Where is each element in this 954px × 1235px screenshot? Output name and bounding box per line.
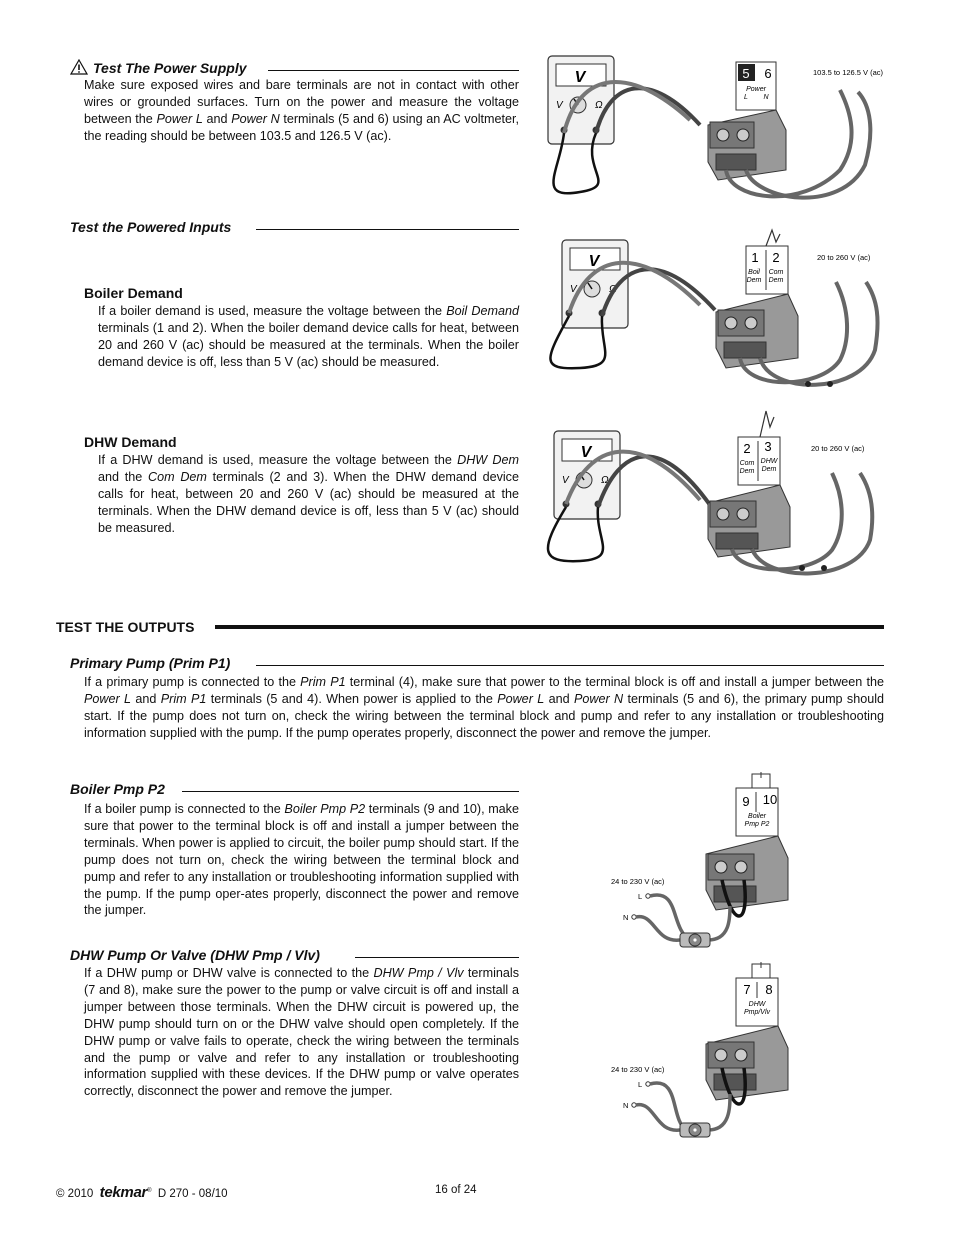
svg-text:10: 10 — [762, 792, 778, 807]
svg-text:3: 3 — [764, 439, 772, 454]
terminal-block — [708, 411, 790, 557]
figure-dhw-demand-test — [540, 405, 890, 585]
section-title-boiler-pump: Boiler Pmp P2 — [70, 781, 165, 797]
paragraph-dhw-pump: If a DHW pump or DHW valve is connected to the DHW Pmp / Vlv terminals (7 and 8), make sure the power to the pump or valve circuit is off and install a jumper between those terminals. When the DHW circuit is powered up, the DHW pump should turn on or the DHW valve should open completely. If the DHW pump or valve fails to operate, check the wiring between the terminals and the pump or valve and refer to any installation or troubleshooting information supplied with these devices. If the DHW pump or valve operates correctly, disconnect the power and remove the jumper. — [84, 966, 519, 1099]
svg-text:Power: Power — [746, 86, 766, 93]
svg-text:Ω: Ω — [595, 100, 603, 111]
svg-text:V: V — [562, 475, 569, 486]
section-rule-thick — [215, 625, 884, 629]
terminal-block — [708, 62, 786, 180]
svg-text:V: V — [580, 444, 592, 461]
svg-text:Dem: Dem — [746, 277, 762, 284]
svg-text:Dem: Dem — [739, 468, 755, 475]
section-title-primary-pump: Primary Pump (Prim P1) — [70, 655, 231, 671]
voltmeter — [554, 431, 620, 519]
svg-text:L: L — [638, 1080, 643, 1089]
section-title-power-supply: Test The Power Supply — [93, 60, 247, 76]
svg-text:V: V — [574, 69, 586, 86]
reading-label: 103.5 to 126.5 V (ac) — [813, 68, 884, 77]
subsection-title-boiler-demand: Boiler Demand — [84, 285, 183, 301]
pump-icon — [680, 933, 710, 947]
svg-text:Boil: Boil — [748, 269, 760, 276]
terminal-block — [706, 772, 788, 910]
supply-label: 24 to 230 V (ac) — [611, 1065, 665, 1074]
svg-text:L: L — [638, 892, 643, 901]
reading-label: 20 to 260 V (ac) — [817, 253, 871, 262]
svg-text:DHW: DHW — [748, 1001, 766, 1008]
supply-label: 24 to 230 V (ac) — [611, 877, 665, 886]
svg-text:1: 1 — [751, 250, 759, 265]
figure-boiler-pump-test — [600, 768, 800, 958]
svg-text:V: V — [570, 284, 577, 295]
section-rule — [256, 229, 519, 230]
svg-text:Ω: Ω — [601, 475, 609, 486]
paragraph-boiler-demand: If a boiler demand is used, measure the voltage between the Boil Demand terminals (1 and 2). When the boiler demand device calls for heat, between 20 and 260 V (ac) should be measured at the terminals. When the boiler demand device is off, less than 5 V (ac) should be measured. — [98, 304, 519, 369]
svg-text:Boiler: Boiler — [748, 813, 766, 820]
svg-text:2: 2 — [743, 441, 751, 456]
svg-text:N: N — [763, 94, 769, 101]
warning-icon — [70, 59, 88, 75]
section-title-powered-inputs: Test the Powered Inputs — [70, 219, 232, 235]
supply-wire — [650, 1083, 686, 1130]
footer-copyright: © 2010 tekmar® D 270 - 08/10 — [56, 1184, 228, 1201]
paragraph-boiler-pump: If a boiler pump is connected to the Boiler Pmp P2 terminals (9 and 10), make sure that power to the terminal block is off and install a jumper between the terminals. When power is applied to circuit, the boiler pump should start. If the pump does not turn on, check the wiring between the terminal block and pump and refer to any installation or troubleshooting information supplied with the pump. If the pump oper-ates properly, disconnect the power and remove the jumper. — [84, 802, 519, 918]
pump-icon — [680, 1123, 710, 1137]
figure-power-supply-test — [540, 50, 890, 220]
paragraph-primary-pump: If a primary pump is connected to the Prim P1 terminal (4), make sure that power to the terminal block is off and install a jumper between the Power L and Prim P1 terminals (5 and 4). When power is applied to the Power L and Power N terminals (5 and 6), the primary pump should start. If the pump does not turn on, check the wiring between the terminal block and pump and refer to any installation or troubleshooting information supplied with the pump. If the pump operates properly, disconnect the power and remove the jumper. — [84, 675, 885, 740]
terminal-block — [716, 230, 798, 368]
paragraph-dhw-demand: If a DHW demand is used, measure the voltage between the DHW Dem and the Com Dem terminals (2 and 3). When the DHW demand device calls for heat, between 20 and 260 V (ac) should be measured at the terminals. When the DHW demand device is off, less than 5 V (ac) should be measured. — [98, 453, 519, 535]
figure-boiler-demand-test — [540, 220, 890, 400]
svg-text:8: 8 — [765, 982, 773, 997]
svg-text:6: 6 — [764, 66, 772, 81]
svg-text:Com: Com — [768, 269, 784, 276]
svg-text:Com: Com — [739, 460, 755, 467]
svg-text:5: 5 — [742, 66, 750, 81]
section-rule — [355, 957, 519, 958]
figure-dhw-pump-test — [600, 958, 800, 1148]
tekmar-logo: tekmar — [99, 1184, 148, 1201]
svg-text:9: 9 — [742, 794, 750, 809]
svg-text:Dem: Dem — [768, 277, 784, 284]
svg-text:Pmp P2: Pmp P2 — [744, 821, 770, 828]
section-rule — [256, 665, 884, 666]
terminal-block — [706, 962, 788, 1100]
section-rule — [182, 791, 519, 792]
svg-text:Dem: Dem — [761, 466, 777, 473]
svg-text:DHW: DHW — [760, 458, 778, 465]
svg-text:Ω: Ω — [609, 284, 617, 295]
reading-label: 20 to 260 V (ac) — [811, 444, 865, 453]
svg-text:V: V — [556, 100, 563, 111]
page-number: 16 of 24 — [435, 1184, 477, 1196]
svg-text:N: N — [623, 1101, 629, 1110]
subsection-title-dhw-demand: DHW Demand — [84, 434, 177, 450]
paragraph-power-supply: Make sure exposed wires and bare terminals are not in contact with other wires or grounded surfaces. Turn on the power and measure the voltage between the Power L and Power N terminals (5 and 6) using an AC voltmeter, the reading should be between 103.5 and 126.5 V (ac). — [84, 78, 520, 143]
svg-text:2: 2 — [772, 250, 780, 265]
section-rule — [268, 70, 519, 71]
svg-text:N: N — [623, 913, 629, 922]
section-title-outputs: TEST THE OUTPUTS — [56, 619, 195, 635]
svg-text:V: V — [588, 253, 600, 270]
svg-text:L: L — [744, 94, 748, 101]
svg-text:Pmp/Vlv: Pmp/Vlv — [743, 1009, 771, 1016]
section-title-dhw-pump: DHW Pump Or Valve (DHW Pmp / Vlv) — [70, 947, 320, 963]
svg-text:7: 7 — [743, 982, 751, 997]
